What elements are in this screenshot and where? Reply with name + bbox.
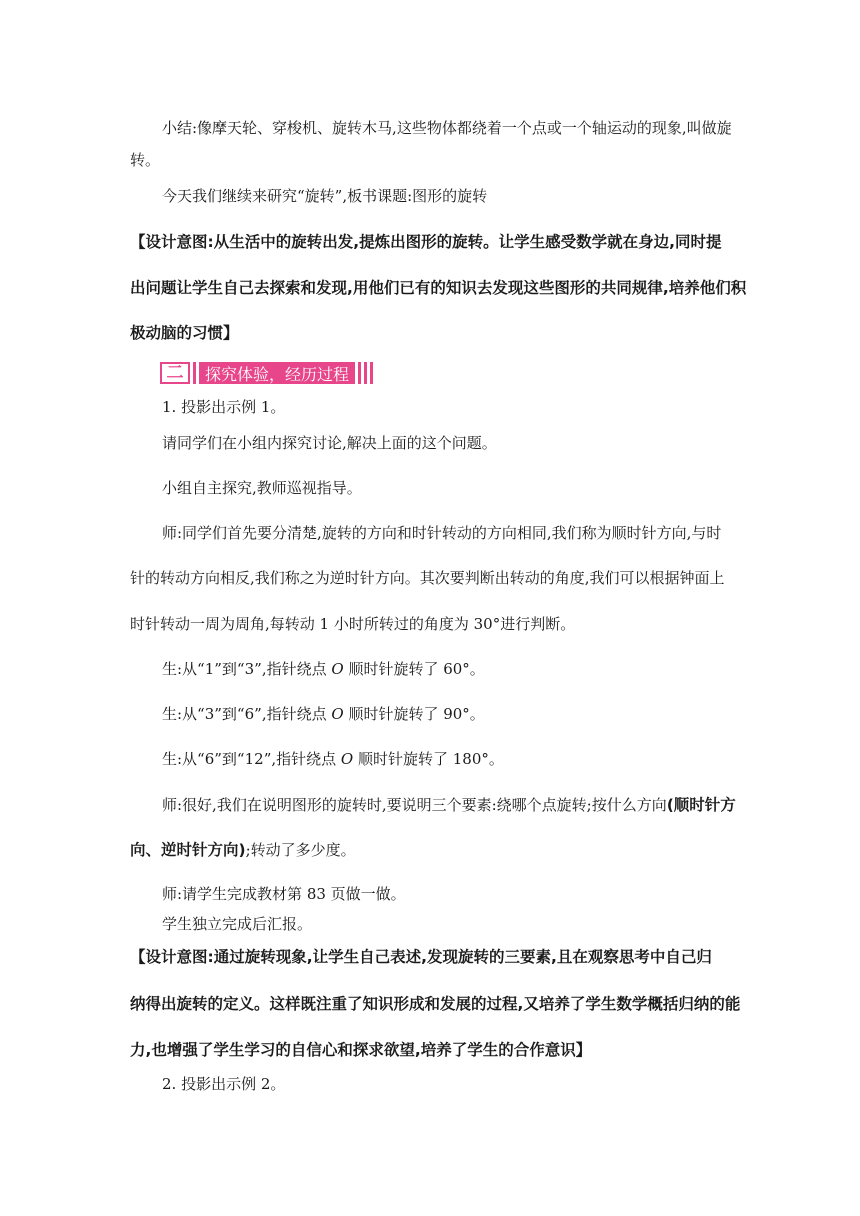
student-report: 学生独立完成后汇报。 <box>162 915 313 933</box>
teacher-paragraph-line-2: 针的转动方向相反,我们称之为逆时针方向。其次要判断出转动的角度,我们可以根据钟面上 <box>130 569 725 587</box>
section-divider <box>193 362 196 384</box>
student-answer-1: 生:从“1”到“3”,指针绕点 O 顺时针旋转了 60°。 <box>162 660 485 678</box>
teacher-elements-line-2: 向、逆时针方向);转动了多少度。 <box>130 841 356 859</box>
design-intent-1-line-1: 【设计意图:从生活中的旋转出发,提炼出图形的旋转。让学生感受数学就在身边,同时提 <box>130 233 722 251</box>
design-intent-1-line-2: 出问题让学生自己去探索和发现,用他们已有的知识去发现这些图形的共同规律,培养他们积 <box>130 279 747 297</box>
student-answer-3: 生:从“6”到“12”,指针绕点 O 顺时针旋转了 180°。 <box>162 750 504 768</box>
example-1-heading: 1. 投影出示例 1。 <box>162 398 286 416</box>
summary-line-1: 小结:像摩天轮、穿梭机、旋转木马,这些物体都绕着一个点或一个轴运动的现象,叫做旋 <box>162 119 732 137</box>
section-decoration <box>358 362 376 384</box>
design-intent-2-line-3: 力,也增强了学生学习的自信心和探求欲望,培养了学生的合作意识】 <box>130 1041 592 1059</box>
section-title: 探究体验，经历过程 <box>199 362 355 384</box>
example-2-heading: 2. 投影出示例 2。 <box>162 1075 286 1093</box>
teacher-paragraph-line-1: 师:同学们首先要分清楚,旋转的方向和时针转动的方向相同,我们称为顺时针方向,与时 <box>162 524 722 542</box>
textbook-exercise: 师:请学生完成教材第 83 页做一做。 <box>162 885 406 903</box>
teacher-elements-line-1: 师:很好,我们在说明图形的旋转时,要说明三个要素:绕哪个点旋转;按什么方向(顺时针方 <box>162 796 736 814</box>
design-intent-2-line-1: 【设计意图:通过旋转现象,让学生自己表述,发现旋转的三要素,且在观察思考中自己归 <box>130 948 712 966</box>
section-header <box>160 361 400 385</box>
summary-line-2: 转。 <box>130 151 161 169</box>
paragraph-group-discussion: 请同学们在小组内探究讨论,解决上面的这个问题。 <box>162 434 497 452</box>
section-number: 二 <box>160 362 190 384</box>
summary-line-3: 今天我们继续来研究“旋转”,板书课题:图形的旋转 <box>162 187 488 205</box>
design-intent-1-line-3: 极动脑的习惯】 <box>130 324 239 342</box>
teacher-paragraph-line-3: 时针转动一周为周角,每转动 1 小时所转过的角度为 30°进行判断。 <box>130 615 576 633</box>
design-intent-2-line-2: 纳得出旋转的定义。这样既注重了知识形成和发展的过程,又培养了学生数学概括归纳的能 <box>130 995 741 1013</box>
paragraph-self-explore: 小组自主探究,教师巡视指导。 <box>162 479 362 497</box>
student-answer-2: 生:从“3”到“6”,指针绕点 O 顺时针旋转了 90°。 <box>162 705 485 723</box>
